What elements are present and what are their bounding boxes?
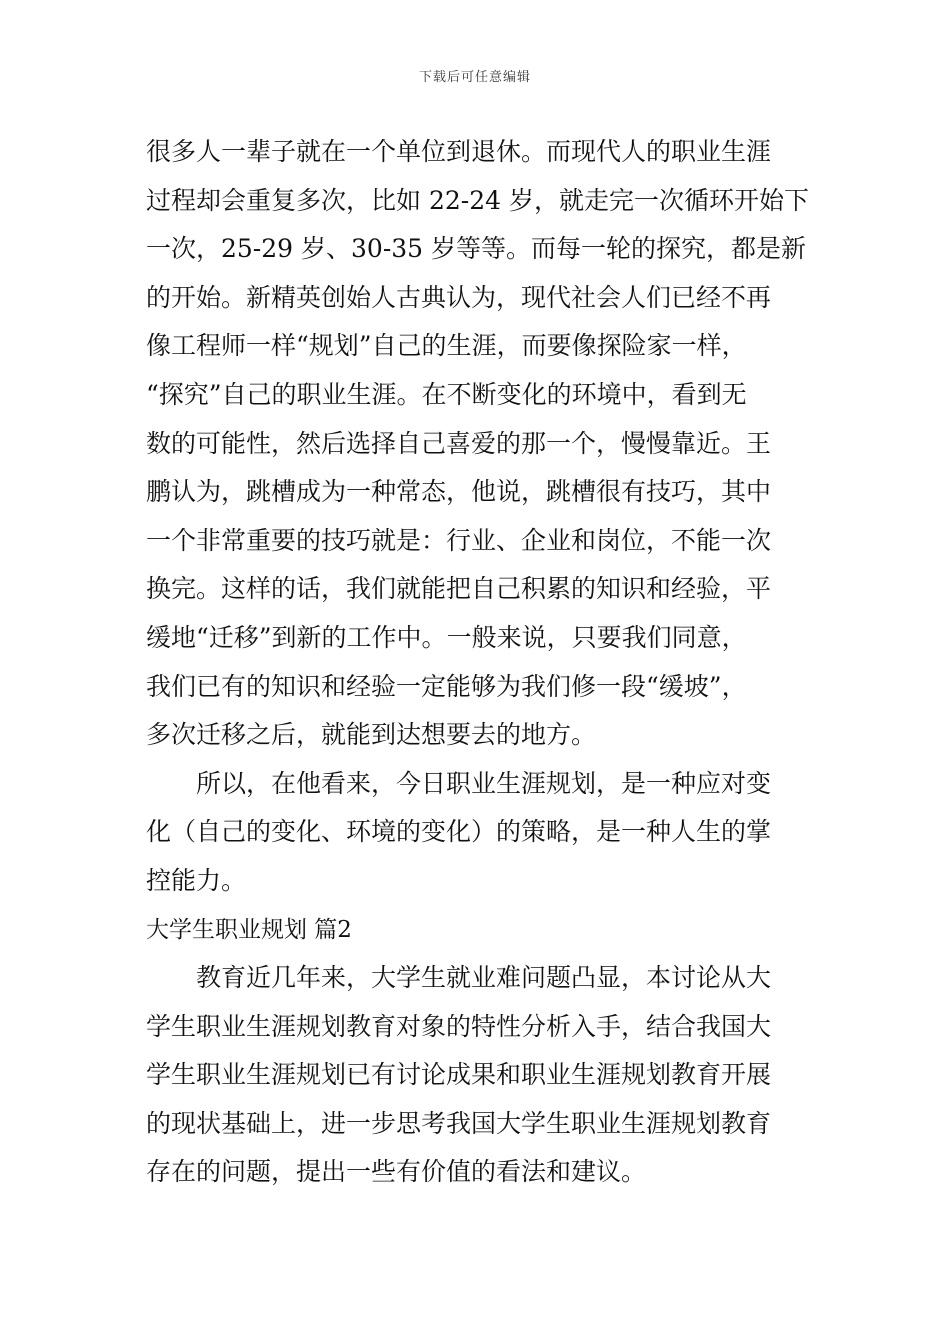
text-line: 很多人一辈子就在一个单位到退休。而现代人的职业生涯 (146, 137, 772, 166)
document-body (146, 128, 809, 1197)
text-line: 过程却会重复多次，比如 22-24 岁，就走完一次循环开始下 (146, 185, 809, 215)
text-line: 鹏认为，跳槽成为一种常态，他说，跳槽很有技巧，其中 (146, 477, 772, 507)
text-line: 的开始。新精英创始人古典认为，现代社会人们已经不再 (146, 282, 772, 312)
text-line: 多次迁移之后，就能到达想要去的地方。 (146, 720, 597, 750)
text-line: 学生职业生涯规划已有讨论成果和职业生涯规划教育开展 (146, 1060, 772, 1090)
text-line: 缓地“迁移”到新的工作中。一般来说，只要我们同意， (146, 622, 747, 652)
header-note: 下载后可任意编辑 (418, 70, 531, 85)
paragraph-start-line: 教育近几年来，大学生就业难问题凸显，本讨论从大 (196, 963, 772, 993)
text-line: 的现状基础上，进一步思考我国大学生职业生涯规划教育 (146, 1108, 772, 1138)
text-line: “探究”自己的职业生涯。在不断变化的环境中，看到无 (146, 379, 747, 409)
section-heading: 大学生职业规划 篇2 (146, 916, 352, 943)
text-line: 数的可能性，然后选择自己喜爱的那一个，慢慢靠近。王 (146, 428, 772, 458)
text-line: 存在的问题，提出一些有价值的看法和建议。 (146, 1157, 647, 1187)
text-line: 一次，25-29 岁、30-35 岁等等。而每一轮的探究，都是新 (146, 234, 807, 264)
text-line: 像工程师一样“规划”自己的生涯，而要像探险家一样， (146, 331, 747, 361)
text-line: 换完。这样的话，我们就能把自己积累的知识和经验，平 (146, 574, 772, 604)
text-line: 控能力。 (146, 865, 247, 895)
text-line: 化（自己的变化、环境的变化）的策略，是一种人生的掌 (146, 817, 772, 847)
text-line: 学生职业生涯规划教育对象的特性分析入手，结合我国大 (146, 1011, 772, 1041)
text-line: 我们已有的知识和经验一定能够为我们修一段“缓坡”， (146, 671, 747, 701)
paragraph-start-line: 所以，在他看来，今日职业生涯规划，是一种应对变 (196, 768, 772, 798)
text-line: 一个非常重要的技巧就是：行业、企业和岗位，不能一次 (146, 525, 772, 555)
